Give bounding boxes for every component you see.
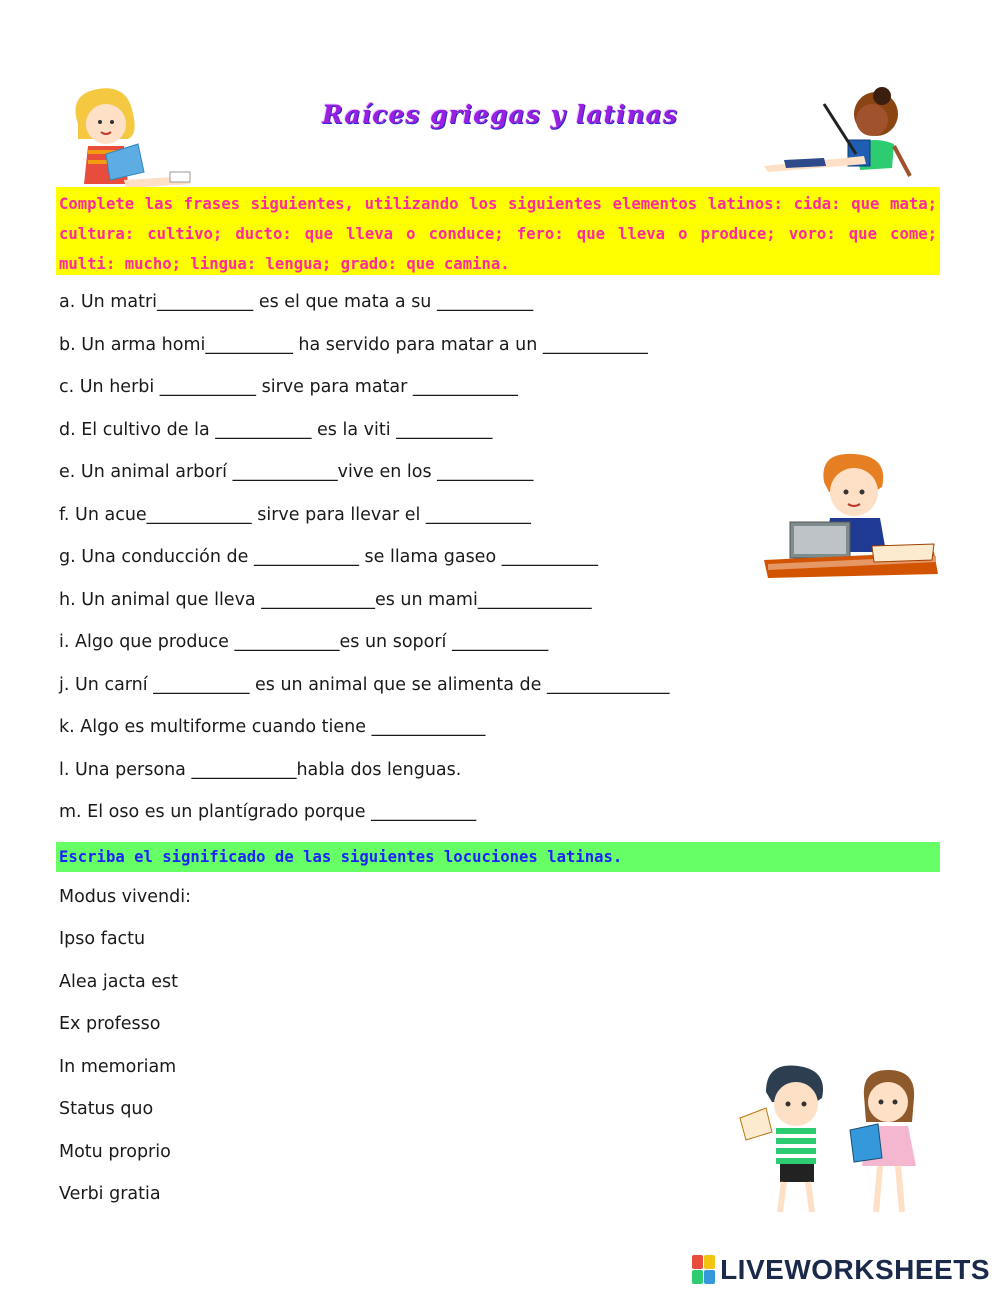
locution-item[interactable]: Status quo [59, 1099, 154, 1119]
locution-item[interactable]: Ipso factu [59, 929, 146, 949]
sentence-e[interactable]: e. Un animal arborí ____________vive en los ___________ [59, 462, 534, 482]
liveworksheets-logo[interactable] [692, 1253, 990, 1287]
boy-reclining-illustration [764, 84, 914, 180]
liveworksheets-logo-icon [692, 1255, 716, 1285]
locution-item[interactable]: Ex professo [59, 1014, 161, 1034]
sentence-d[interactable]: d. El cultivo de la ___________ es la viti ___________ [59, 420, 493, 440]
sentence-i[interactable]: i. Algo que produce ____________es un soporí ___________ [59, 632, 549, 652]
locution-item[interactable]: In memoriam [59, 1057, 177, 1077]
sentence-k[interactable]: k. Algo es multiforme cuando tiene _____________ [59, 717, 486, 737]
locution-item[interactable]: Verbi gratia [59, 1184, 161, 1204]
sentence-b[interactable]: b. Un arma homi__________ ha servido para matar a un ____________ [59, 335, 648, 355]
sentence-f[interactable]: f. Un acue____________ sirve para llevar el ____________ [59, 505, 531, 525]
boy-laptop-illustration [764, 452, 940, 582]
locution-item[interactable]: Modus vivendi: [59, 887, 191, 907]
sentence-j[interactable]: j. Un carní ___________ es un animal que se alimenta de ______________ [59, 675, 670, 695]
locution-item[interactable]: Alea jacta est [59, 972, 178, 992]
liveworksheets-logo-text: LIVEWORKSHEETS [720, 1254, 990, 1285]
instructions-latin-elements: Complete las frases siguientes, utilizando los siguientes elementos latinos: cida: que mata; cultura: cultivo; ducto: que lleva o conduce; fero: que lleva o produce; voro: que come; multi: mucho; lingua: lengua; grado: que camina. [56, 187, 940, 275]
sentence-l[interactable]: l. Una persona ____________habla dos lenguas. [59, 760, 462, 780]
locution-item[interactable]: Motu proprio [59, 1142, 171, 1162]
sentence-g[interactable]: g. Una conducción de ____________ se llama gaseo ___________ [59, 547, 598, 567]
children-reading-illustration [736, 1062, 936, 1218]
sentence-m[interactable]: m. El oso es un plantígrado porque ____________ [59, 802, 477, 822]
instructions-latin-locutions: Escriba el significado de las siguientes locuciones latinas. [56, 842, 940, 872]
sentence-a[interactable]: a. Un matri___________ es el que mata a su ___________ [59, 292, 534, 312]
page-title: Raíces griegas y latinas [322, 100, 678, 129]
sentence-h[interactable]: h. Un animal que lleva _____________es un mami_____________ [59, 590, 592, 610]
sentence-c[interactable]: c. Un herbi ___________ sirve para matar ____________ [59, 377, 518, 397]
